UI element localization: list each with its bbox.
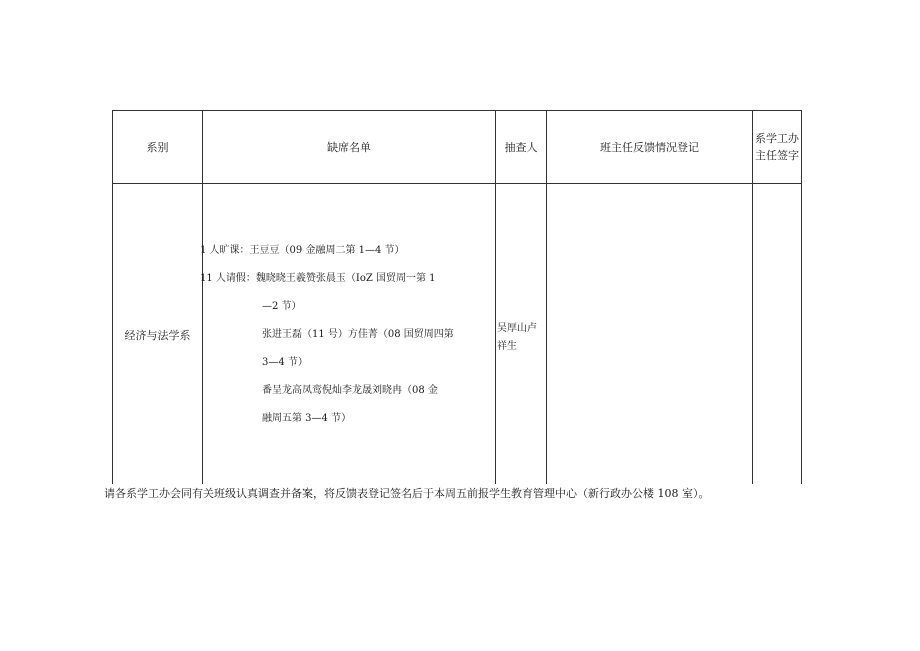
feedback-cell[interactable] — [547, 184, 752, 484]
header-signature-line2: 主任签字 — [755, 149, 799, 162]
table-border-right — [801, 110, 802, 484]
header-signature-line1: 系学工办 — [755, 132, 799, 145]
absent-line: —2 节） — [262, 301, 302, 312]
header-feedback-label: 班主任反馈情况登记 — [600, 140, 699, 154]
absent-line: 番呈龙高凤鸾倪灿李龙晟刘晓冉（08 金 — [262, 385, 438, 396]
signature-cell[interactable] — [753, 184, 801, 484]
absent-line: 张进王磊（11 号）方佳菁（08 国贸周四第 — [262, 329, 454, 340]
header-signature — [753, 111, 801, 183]
checker-name-line1: 吴厚山卢 — [497, 323, 537, 334]
absent-line: 11 人请假：魏晓晓王羲赞张晨玉（IoZ 国贸周一第 1 — [200, 273, 436, 284]
instruction-note: 请各系学工办会同有关班级认真调查并备案，将反馈表登记签名后于本周五前报学生教育管理中心（新行政办公楼 108 室）。 — [104, 487, 710, 500]
checker-cell — [497, 320, 545, 356]
absent-line: 融周五第 3—4 节） — [262, 413, 352, 424]
header-feedback — [547, 111, 752, 183]
header-dept-label: 系别 — [146, 140, 169, 154]
absent-line: 1 人旷课：王豆豆（09 金融周二第 1—4 节） — [200, 245, 405, 256]
checker-name-line2: 祥生 — [497, 341, 517, 352]
absent-list-cell — [200, 237, 494, 433]
header-checker — [496, 111, 546, 183]
header-absent-list — [203, 111, 495, 183]
dept-cell — [113, 185, 202, 484]
dept-name: 经济与法学系 — [124, 328, 191, 342]
absent-line: 3—4 节） — [262, 357, 308, 368]
header-dept — [113, 111, 202, 183]
header-absent-list-label: 缺席名单 — [327, 140, 371, 154]
header-checker-label: 抽查人 — [504, 140, 538, 154]
